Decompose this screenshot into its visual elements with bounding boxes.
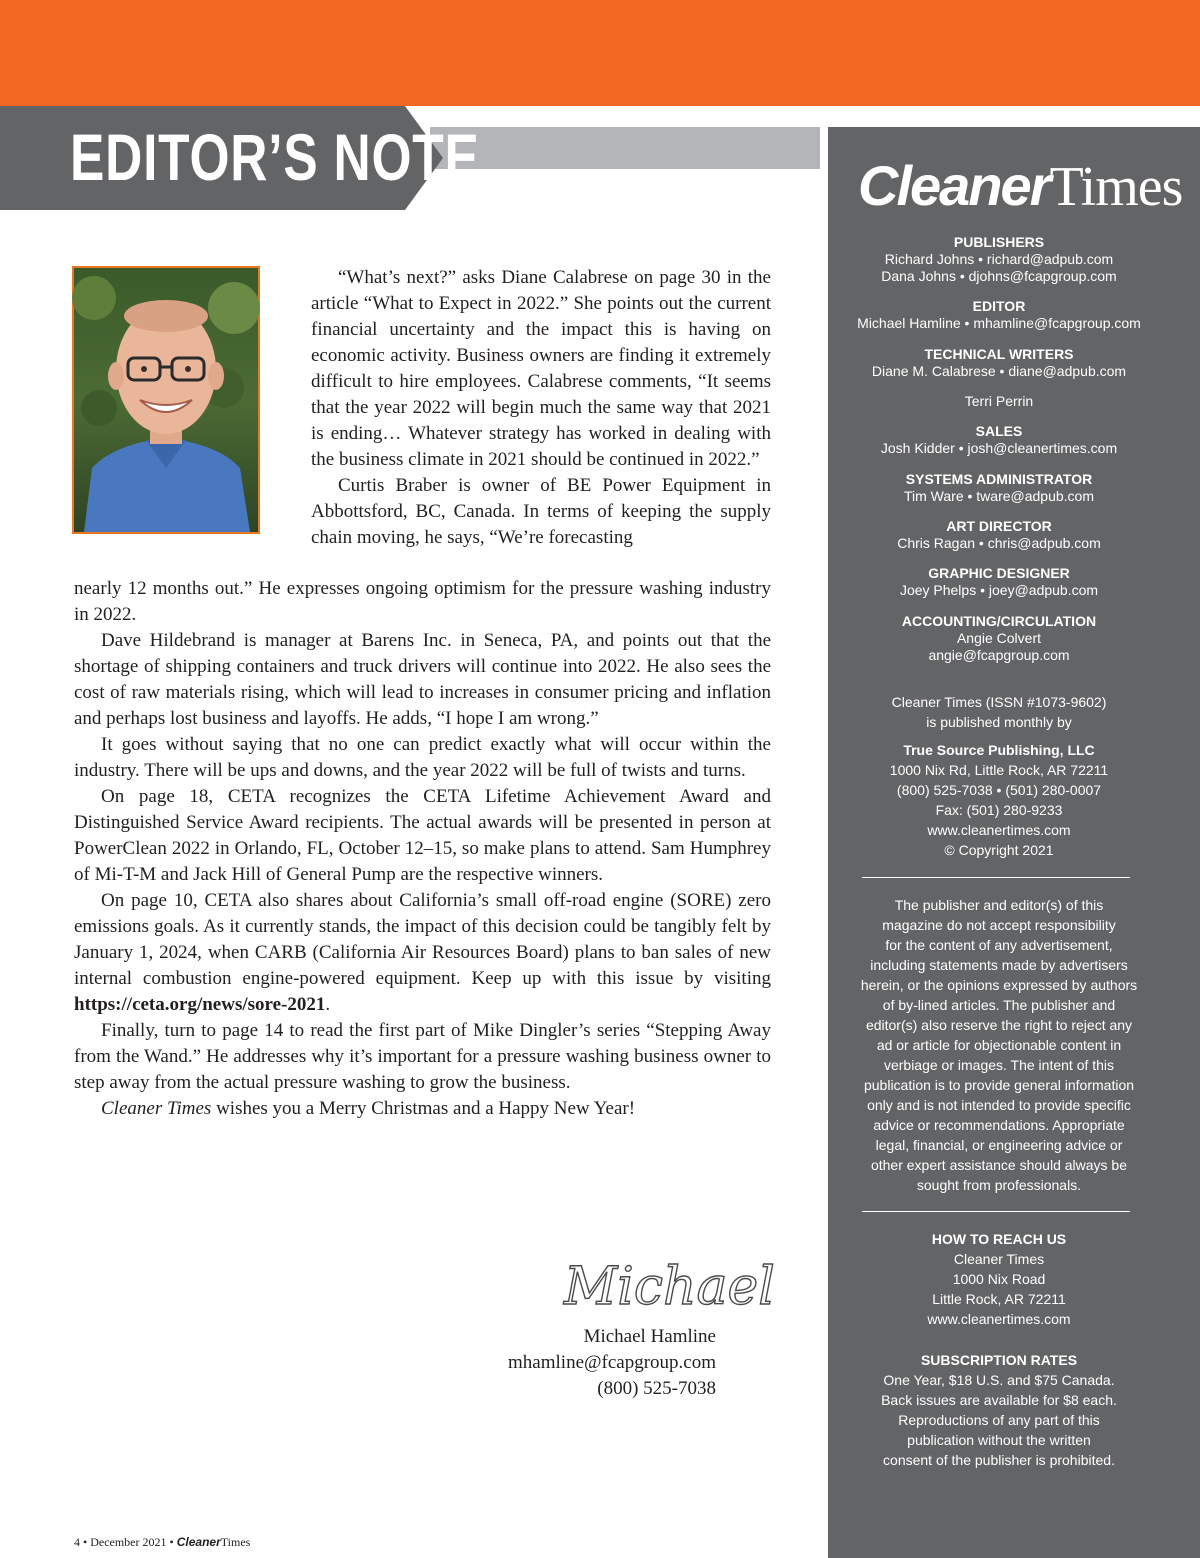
art-director-section — [828, 518, 1170, 552]
article-text: . — [325, 994, 331, 1015]
masthead-line: Diane M. Calabrese • diane@adpub.com — [871, 363, 1127, 379]
masthead-line: 1000 Nix Road — [952, 1271, 1046, 1287]
masthead-line: (800) 525-7038 • (501) 280-0007 — [896, 782, 1102, 798]
masthead-line: Dana Johns • djohns@fcapgroup.com — [881, 268, 1117, 284]
cleaner-times-logo — [858, 151, 1183, 221]
company-name: True Source Publishing, LLC — [903, 742, 1095, 758]
sales-section — [828, 423, 1170, 457]
article-paragraph: On page 18, CETA recognizes the CETA Lifetime Achievement Award and Distinguished Service Award recipients. The actual awards will be presented in person at PowerClean 2022 in Orlando, FL, October 12–15, so make plans to attend. Sam Humphrey of Mi-T-M and Jack Hill of General Pump are the respective winners. — [74, 786, 771, 885]
article-paragraph: Curtis Braber is owner of BE Power Equipment in Abbottsford, BC, Canada. In terms of keeping the supply chain moving, he says, “We’re forecasting — [311, 475, 771, 548]
masthead-line: Tim Ware • tware@adpub.com — [903, 488, 1095, 504]
masthead-sidebar — [828, 127, 1200, 1558]
logo-word-a: Cleaner — [858, 154, 1050, 217]
article-text: On page 10, CETA also shares about California’s small off-road engine (SORE) zero emissions goals. As it currently stands, the impact of this decision could be tangibly felt by January 1, 2024, when CARB (California Air Resources Board) plans to ban sales of new internal combustion engine-powered equipment. Keep up with this issue by visiting — [74, 890, 771, 989]
section-heading: TECHNICAL WRITERS — [924, 346, 1074, 362]
signature-script: Michael — [564, 1257, 775, 1317]
disclaimer-line: ad or article for objectionable content in — [876, 1037, 1122, 1053]
article-paragraph: “What’s next?” asks Diane Calabrese on page 30 in the article “What to Expect in 2022.” She points out the current financial uncertainty and the impact this is having on economic activity. Business owners are finding it extremely difficult to hire employees. Calabrese comments, “It seems that the year 2022 will begin much the same way that 2021 is ending… Whatever strategy has worked in dealing with the business climate in 2021 should be continued in 2022.” — [311, 267, 771, 470]
section-heading: ART DIRECTOR — [946, 518, 1052, 534]
masthead-line: Cleaner Times — [953, 1251, 1045, 1267]
subscription-line: One Year, $18 U.S. and $75 Canada. — [883, 1372, 1115, 1388]
top-orange-band — [0, 0, 1200, 106]
issue-date: December 2021 — [90, 1535, 167, 1549]
masthead-line: Little Rock, AR 72211 — [932, 1291, 1066, 1307]
technical-writers-section — [828, 346, 1170, 380]
subscription-line: publication without the written — [907, 1432, 1091, 1448]
magazine-name: Cleaner Times — [101, 1098, 212, 1119]
issn-section — [828, 692, 1170, 732]
article-paragraph — [74, 888, 771, 1018]
subscription-section — [828, 1350, 1170, 1470]
disclaimer-line: other expert assistance should always be — [870, 1157, 1128, 1173]
disclaimer-line: advice or recommendations. Appropriate — [873, 1117, 1125, 1133]
masthead-line: is published monthly by — [926, 714, 1072, 730]
graphic-designer-section — [828, 565, 1170, 599]
page-title: EDITOR’S NOTE — [70, 120, 480, 194]
accounting-section — [828, 613, 1170, 664]
section-heading: SYSTEMS ADMINISTRATOR — [905, 471, 1093, 487]
masthead-line: Chris Ragan • chris@adpub.com — [897, 535, 1101, 551]
section-heading: SALES — [975, 423, 1023, 439]
sysadmin-section — [828, 471, 1170, 505]
article-column-main — [74, 576, 771, 1122]
footer-separator: • — [80, 1535, 91, 1549]
ceta-link[interactable]: https://ceta.org/news/sore-2021 — [74, 994, 326, 1015]
logo-word-b: Times — [1049, 156, 1183, 218]
masthead-line: Michael Hamline • mhamline@fcapgroup.com — [857, 315, 1141, 331]
section-heading: ACCOUNTING/CIRCULATION — [901, 613, 1097, 629]
disclaimer-line: editor(s) also reserve the right to reject any — [865, 1017, 1133, 1033]
disclaimer-line: publication is to provide general information — [863, 1077, 1135, 1093]
editor-phone: (800) 525-7038 — [597, 1378, 716, 1399]
disclaimer-line: for the content of any advertisement, — [885, 937, 1113, 953]
masthead-line: Joey Phelps • joey@adpub.com — [899, 582, 1099, 598]
masthead-line: www.cleanertimes.com — [927, 822, 1071, 838]
subscription-line: Reproductions of any part of this — [898, 1412, 1100, 1428]
subscription-line: consent of the publisher is prohibited. — [883, 1452, 1115, 1468]
sidebar-divider — [862, 1211, 1130, 1212]
section-heading: GRAPHIC DESIGNER — [928, 565, 1070, 581]
reach-us-section — [828, 1229, 1170, 1329]
article-paragraph — [74, 1096, 771, 1122]
disclaimer-line: including statements made by advertisers — [870, 957, 1128, 973]
masthead-line: www.cleanertimes.com — [927, 1311, 1071, 1327]
footer-brand-a: Cleaner — [176, 1535, 221, 1549]
disclaimer-line: only and is not intended to provide specific — [867, 1097, 1131, 1113]
disclaimer-line: sought from professionals. — [916, 1177, 1082, 1193]
disclaimer-line: The publisher and editor(s) of this — [894, 897, 1104, 913]
disclaimer-section — [828, 895, 1170, 1195]
disclaimer-line: herein, or the opinions expressed by authors — [860, 977, 1138, 993]
page-footer — [74, 1535, 250, 1549]
publishers-section — [828, 234, 1170, 285]
disclaimer-line: magazine do not accept responsibility — [882, 917, 1116, 933]
footer-brand-b: Times — [220, 1535, 251, 1549]
article-paragraph: Finally, turn to page 14 to read the first part of Mike Dingler’s series “Stepping Away from the Wand.” He addresses why it’s important for a pressure washing business owner to step away from the actual pressure washing to grow the business. — [74, 1020, 771, 1093]
page-number: 4 — [74, 1535, 80, 1549]
masthead-line: Angie Colvert — [956, 630, 1042, 646]
article-paragraph: Dave Hildebrand is manager at Barens Inc. in Seneca, PA, and points out that the shortage of shipping containers and truck drivers will continue into 2022. He also sees the cost of raw materials rising, which will lead to increases in consumer pricing and inflation and perhaps lost business and layoffs. He adds, “I hope I am wrong.” — [74, 630, 771, 729]
masthead-line: Fax: (501) 280-9233 — [935, 802, 1063, 818]
signature-image — [560, 1252, 775, 1318]
section-heading: EDITOR — [972, 298, 1026, 314]
masthead-line: 1000 Nix Rd, Little Rock, AR 72211 — [889, 762, 1109, 778]
section-heading: PUBLISHERS — [953, 234, 1045, 250]
subscription-line: Back issues are available for $8 each. — [881, 1392, 1117, 1408]
masthead-line: angie@fcapgroup.com — [928, 647, 1070, 663]
editor-photo — [72, 266, 260, 534]
article-paragraph: nearly 12 months out.” He expresses ongoing optimism for the pressure washing industry in 2022. — [74, 578, 771, 625]
masthead-line: © Copyright 2021 — [944, 842, 1054, 858]
editor-section — [828, 298, 1170, 332]
disclaimer-line: of by-lined articles. The publisher and — [882, 997, 1116, 1013]
article-text: wishes you a Merry Christmas and a Happy New Year! — [211, 1098, 636, 1119]
technical-writer-2 — [828, 393, 1170, 410]
signature-block — [420, 1324, 716, 1402]
publisher-company-section — [828, 740, 1170, 860]
sidebar-divider — [862, 877, 1130, 878]
article-paragraph: It goes without saying that no one can predict exactly what will occur within the industry. There will be ups and downs, and the year 2022 will be full of twists and turns. — [74, 734, 771, 781]
disclaimer-line: legal, financial, or engineering advice or — [875, 1137, 1123, 1153]
masthead-line: Richard Johns • richard@adpub.com — [884, 251, 1114, 267]
masthead-line: Terri Perrin — [964, 393, 1034, 409]
masthead-line: Cleaner Times (ISSN #1073-9602) — [891, 694, 1107, 710]
editor-email[interactable]: mhamline@fcapgroup.com — [508, 1352, 716, 1373]
disclaimer-line: verbiage or images. The intent of this — [883, 1057, 1115, 1073]
article-column-top — [311, 265, 771, 551]
editor-name: Michael Hamline — [583, 1326, 716, 1347]
header-light-bar — [430, 127, 820, 169]
masthead-line: Josh Kidder • josh@cleanertimes.com — [880, 440, 1118, 456]
section-heading: SUBSCRIPTION RATES — [920, 1352, 1078, 1368]
footer-separator: • — [166, 1535, 177, 1549]
section-heading: HOW TO REACH US — [931, 1231, 1067, 1247]
